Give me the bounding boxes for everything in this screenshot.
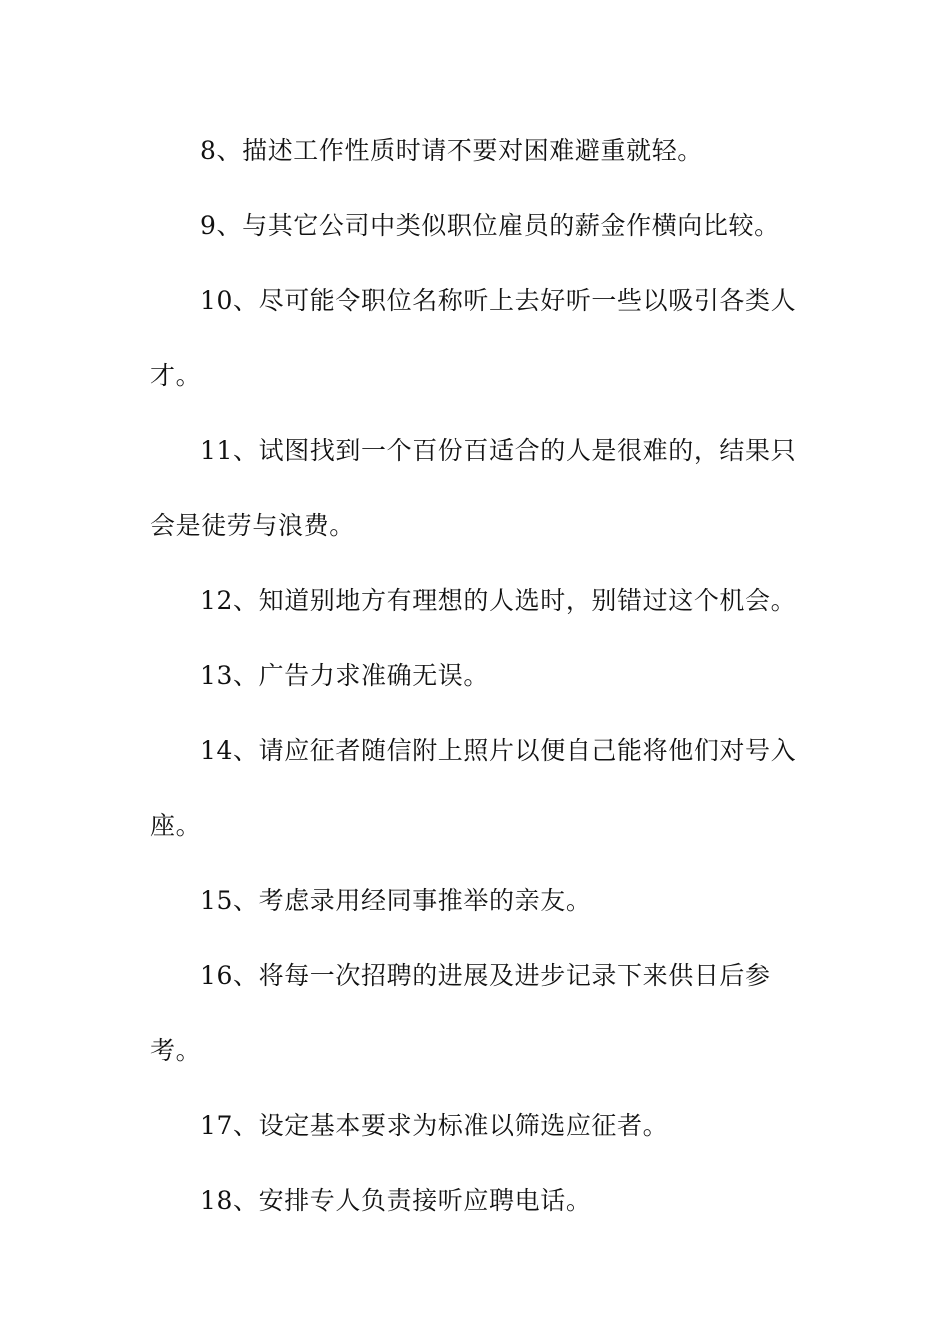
paragraph-item-10: 10、尽可能令职位名称听上去好听一些以吸引各类人才。: [150, 286, 797, 390]
paragraph-item-17: 17、设定基本要求为标准以筛选应征者。: [200, 1111, 669, 1140]
paragraph-item-16: 16、将每一次招聘的进展及进步记录下来供日后参考。: [150, 961, 771, 1065]
paragraph-item-9: 9、与其它公司中类似职位雇员的薪金作横向比较。: [200, 211, 780, 240]
paragraph-item-14: 14、请应征者随信附上照片以便自己能将他们对号入座。: [150, 736, 797, 840]
paragraph-item-18: 18、安排专人负责接听应聘电话。: [200, 1186, 592, 1215]
paragraph-item-13: 13、广告力求准确无误。: [200, 661, 490, 690]
paragraph-item-11: 11、试图找到一个百份百适合的人是很难的，结果只会是徒劳与浪费。: [150, 436, 797, 540]
paragraph-item-12: 12、知道别地方有理想的人选时，别错过这个机会。: [200, 586, 797, 615]
paragraph-item-15: 15、考虑录用经同事推举的亲友。: [200, 886, 592, 915]
paragraph-item-8: 8、描述工作性质时请不要对困难避重就轻。: [200, 136, 703, 165]
